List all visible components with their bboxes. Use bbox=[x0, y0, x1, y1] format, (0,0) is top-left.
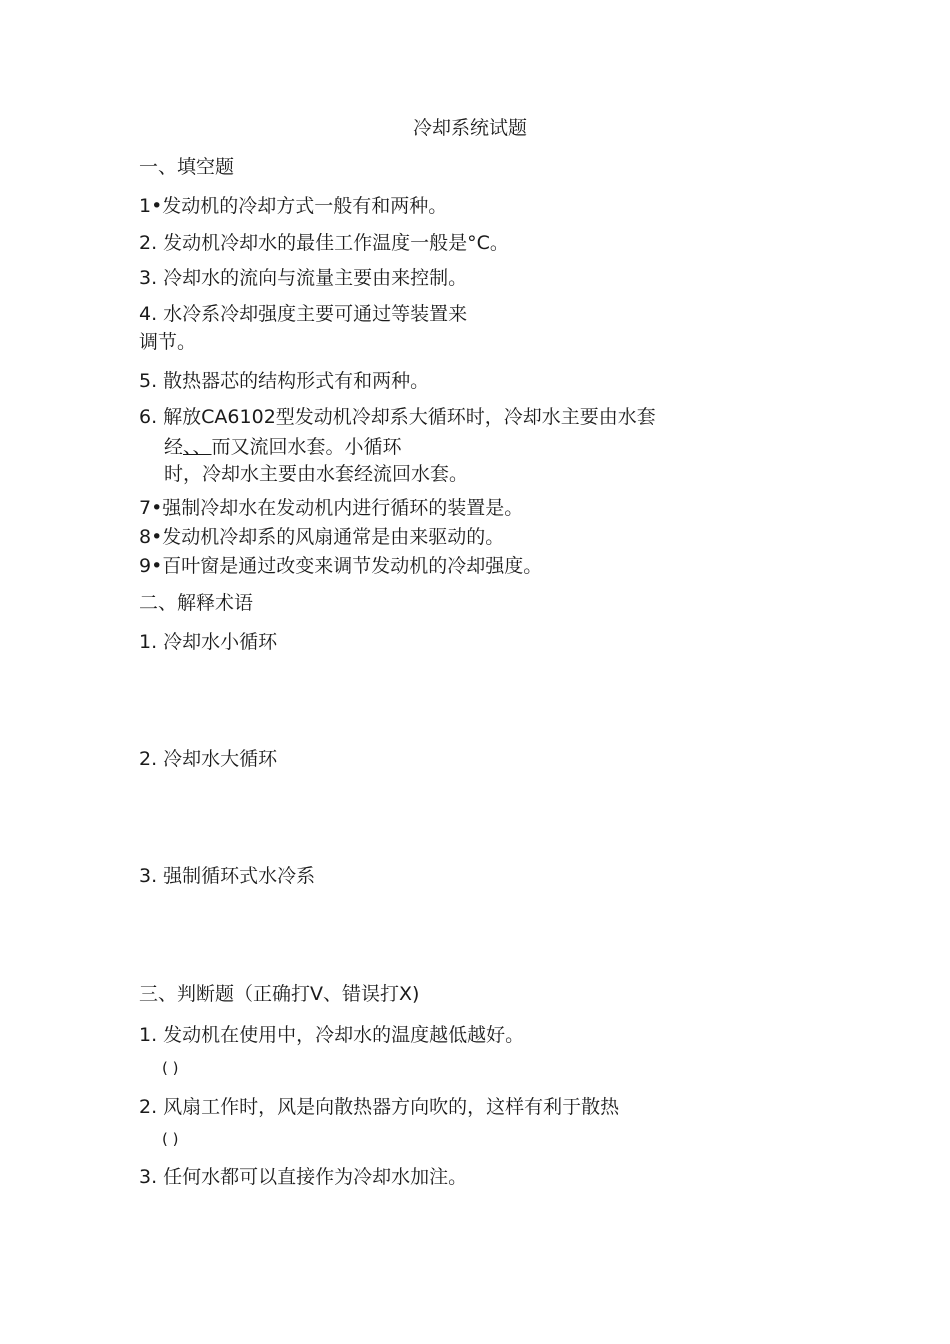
question-4-line-2: 调节。 bbox=[139, 331, 197, 353]
term-1: 1. 冷却水小循环 bbox=[139, 631, 278, 653]
document-title: 冷却系统试题 bbox=[413, 117, 528, 139]
question-6-blank: 、、 bbox=[183, 436, 212, 458]
question-1: 1•发动机的冷却方式一般有和两种。 bbox=[139, 195, 448, 217]
question-6-line-2 bbox=[164, 435, 402, 459]
judgment-3: 3. 任何水都可以直接作为冷却水加注。 bbox=[139, 1166, 468, 1188]
term-3: 3. 强制循环式水冷系 bbox=[139, 865, 316, 887]
section-heading-true-false: 三、判断题（正确打V、错误打X) bbox=[139, 983, 420, 1005]
question-6-text-b: 而又流回水套。小循环 bbox=[211, 436, 402, 458]
section-heading-fill-blank: 一、填空题 bbox=[139, 156, 235, 178]
question-3: 3. 冷却水的流向与流量主要由来控制。 bbox=[139, 267, 468, 289]
question-6-line-3: 时，冷却水主要由水套经流回水套。 bbox=[164, 463, 469, 485]
judgment-2: 2. 风扇工作时，风是向散热器方向吹的，这样有利于散热 bbox=[139, 1096, 620, 1118]
question-7: 7•强制冷却水在发动机内进行循环的装置是。 bbox=[139, 497, 524, 519]
judgment-1-answer-paren: ( ) bbox=[162, 1059, 179, 1077]
question-6-line-1: 6. 解放CA6102型发动机冷却系大循环时，冷却水主要由水套 bbox=[139, 406, 656, 428]
question-8: 8•发动机冷却系的风扇通常是由来驱动的。 bbox=[139, 526, 505, 548]
term-2: 2. 冷却水大循环 bbox=[139, 748, 278, 770]
question-2: 2. 发动机冷却水的最佳工作温度一般是°C。 bbox=[139, 232, 509, 254]
question-6-text-a: 经 bbox=[164, 436, 184, 458]
section-heading-terms: 二、解释术语 bbox=[139, 592, 254, 614]
question-5: 5. 散热器芯的结构形式有和两种。 bbox=[139, 370, 430, 392]
judgment-1: 1. 发动机在使用中，冷却水的温度越低越好。 bbox=[139, 1024, 525, 1046]
question-9: 9•百叶窗是通过改变来调节发动机的冷却强度。 bbox=[139, 555, 543, 577]
judgment-2-answer-paren: ( ) bbox=[162, 1130, 179, 1148]
question-4-line-1: 4. 水冷系冷却强度主要可通过等装置来 bbox=[139, 303, 468, 325]
